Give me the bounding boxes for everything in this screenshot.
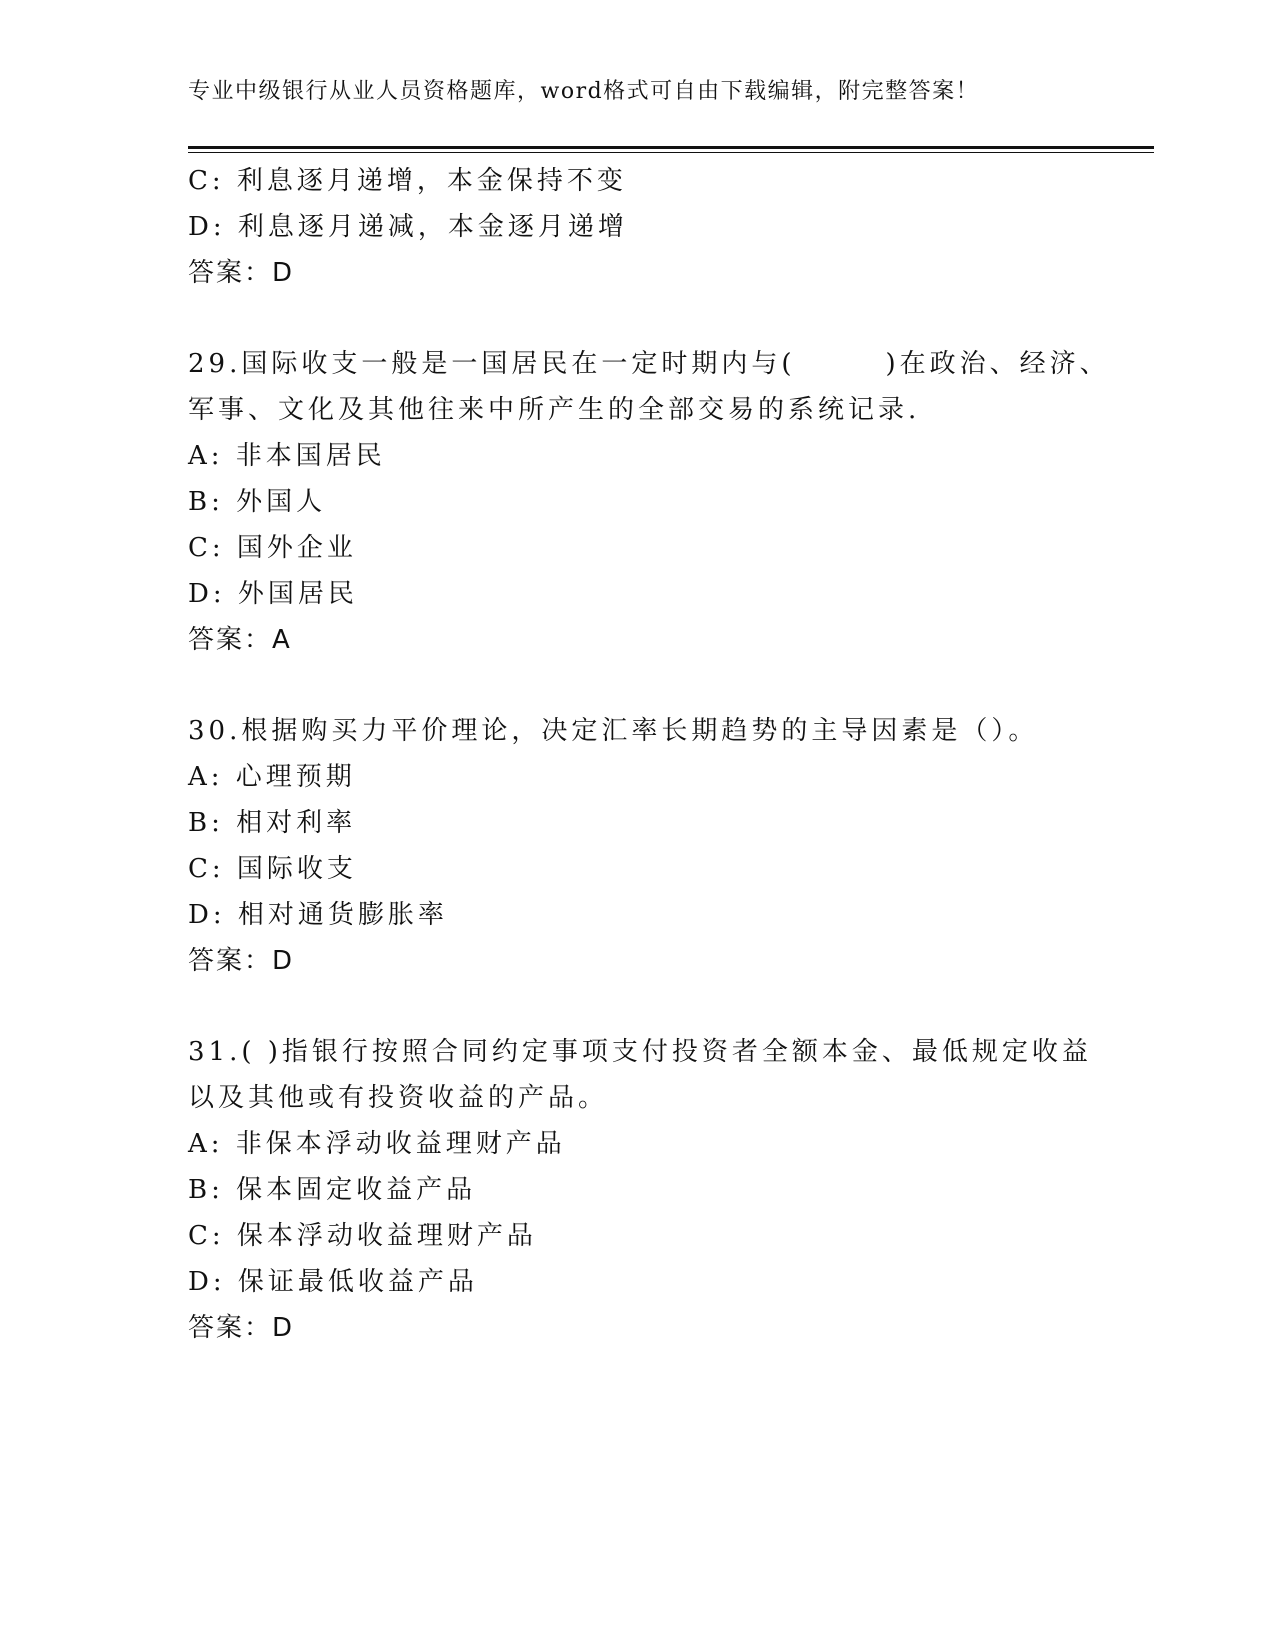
answer: 答案：A [188, 625, 292, 655]
question-text: 30.根据购买力平价理论，决定汇率长期趋势的主导因素是（）。 [188, 716, 1039, 746]
option-c: C: 保本浮动收益理财产品 [188, 1221, 537, 1251]
option-d: D: 外国居民 [188, 579, 358, 609]
option-d: D: 相对通货膨胀率 [188, 900, 448, 930]
option-c: C: 利息逐月递增，本金保持不变 [188, 166, 627, 196]
option-a: A: 心理预期 [188, 762, 356, 792]
question-text: 军事、文化及其他往来中所产生的全部交易的系统记录. [188, 395, 921, 425]
option-b: B: 外国人 [188, 487, 327, 517]
page-header: 专业中级银行从业人员资格题库，word格式可自由下载编辑，附完整答案！ [188, 79, 980, 104]
option-c: C: 国际收支 [188, 854, 357, 884]
option-b: B: 保本固定收益产品 [188, 1175, 477, 1205]
option-b: B: 相对利率 [188, 808, 357, 838]
question-content [188, 158, 1110, 1351]
header-rule-thick [188, 146, 1154, 149]
answer: 答案：D [188, 1313, 295, 1343]
answer: 答案：D [188, 258, 295, 288]
option-a: A: 非本国居民 [188, 441, 386, 471]
answer: 答案：D [188, 946, 295, 976]
option-c: C: 国外企业 [188, 533, 357, 563]
option-a: A: 非保本浮动收益理财产品 [188, 1129, 566, 1159]
question-text: 以及其他或有投资收益的产品。 [188, 1083, 609, 1113]
question-text: 31.( )指银行按照合同约定事项支付投资者全额本金、最低规定收益 [188, 1037, 1092, 1067]
option-d: D: 保证最低收益产品 [188, 1267, 478, 1297]
header-rule-thin [188, 152, 1154, 153]
option-d: D: 利息逐月递减，本金逐月递增 [188, 212, 628, 242]
question-text: 29.国际收支一般是一国居民在一定时期内与( )在政治、经济、 [188, 349, 1110, 379]
